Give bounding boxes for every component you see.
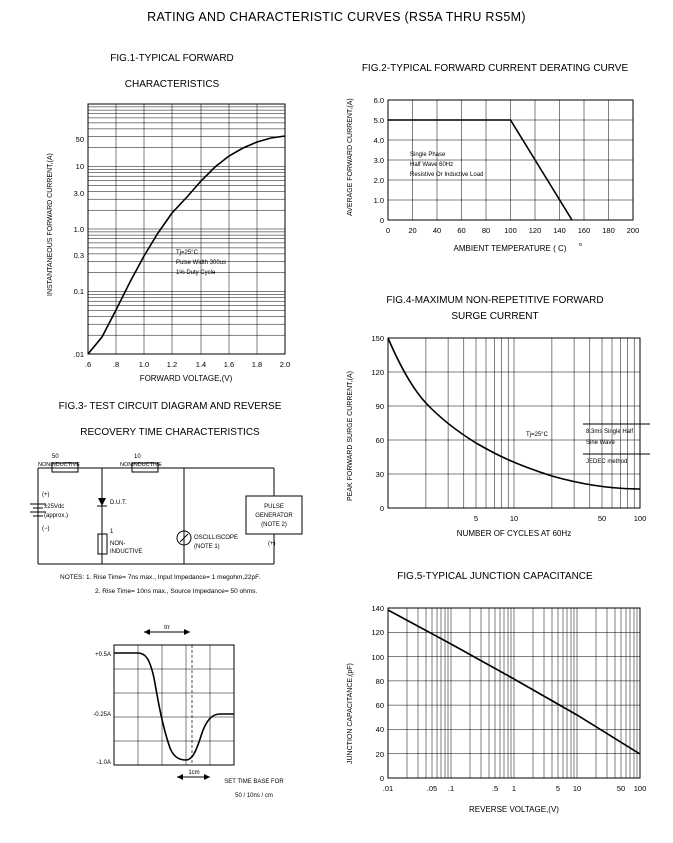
fig3-label-r10-sub: NONINDUCTIVE <box>120 462 162 468</box>
fig3-label-pulse-plus: (+) <box>268 541 276 547</box>
fig5-ylabel: JUNCTION CAPACITANCE,(pF) <box>347 663 354 764</box>
fig1-ylabel: INSTANTANEOUS FORWARD CURRENT,(A) <box>47 153 54 296</box>
fig1-xtick-6: 1.8 <box>251 360 263 369</box>
fig2-ytick-3: 3.0 <box>373 156 384 165</box>
fig3-label-scope1: OSCILLISCOPE <box>194 535 239 541</box>
fig2-xlabel: AMBIENT TEMPERATURE ( C) <box>453 244 567 253</box>
fig2-ytick-2: 2.0 <box>373 176 384 185</box>
fig4-ytick-90: 90 <box>375 402 384 411</box>
fig1-xtick-3: 1.2 <box>166 360 178 369</box>
fig3-label-supply1: (+) <box>42 492 50 498</box>
fig3-caption-line1: FIG.3- TEST CIRCUIT DIAGRAM AND REVERSE <box>58 401 282 412</box>
fig5-xtick-5: 5 <box>555 784 561 793</box>
fig2-xtick-9: 180 <box>602 226 615 235</box>
waveform-cm-label: 1cm <box>188 770 200 776</box>
fig1-xtick-4: 1.4 <box>195 360 207 369</box>
fig4-xtick-5: 5 <box>473 514 479 523</box>
fig2-ylabel: AVERAGE FORWARD CURRENT,(A) <box>347 98 354 216</box>
fig1-xtick-1: .8 <box>112 360 120 369</box>
fig2-xlabel-sup: o <box>579 242 583 248</box>
fig4-ytick-0: 0 <box>379 504 384 513</box>
fig4-note-1: 8.3ms Single Half <box>586 429 634 435</box>
fig5-xtick-3: .5 <box>491 784 499 793</box>
fig2-xtick-2: 40 <box>432 226 442 235</box>
fig3-label-r50: 50 <box>52 454 59 460</box>
fig3-label-r10: 10 <box>134 454 141 460</box>
fig3-waveform <box>84 620 324 805</box>
fig1-caption-line1: FIG.1-TYPICAL FORWARD <box>110 53 234 64</box>
fig4-xlabel: NUMBER OF CYCLES AT 60Hz <box>456 529 572 538</box>
fig1-note-2: 1% Duty Cycle <box>176 270 216 276</box>
fig3-label-r1-sub1: NON- <box>110 541 126 547</box>
fig3-label-supply2: ±25Vdc <box>44 504 65 510</box>
fig4-gridlines <box>388 338 640 508</box>
fig1-gridlines <box>88 104 285 354</box>
fig1-ytick-001: .01 <box>73 350 84 359</box>
fig2-curve <box>388 120 572 220</box>
fig2-xtick-8: 160 <box>577 226 591 235</box>
fig4-xtick-10: 10 <box>509 514 519 523</box>
fig5-ytick-0: 0 <box>379 774 384 783</box>
fig5-xtick-0: .01 <box>382 784 394 793</box>
fig5-caption-text: FIG.5-TYPICAL JUNCTION CAPACITANCE <box>397 571 593 582</box>
fig2-caption-text: FIG.2-TYPICAL FORWARD CURRENT DERATING CURVE <box>361 63 629 74</box>
fig4-ytick-30: 30 <box>375 470 384 479</box>
fig4-chart <box>330 326 660 541</box>
fig4-ytick-150: 150 <box>371 334 384 343</box>
fig1-xtick-5: 1.6 <box>223 360 235 369</box>
fig5-chart <box>330 596 660 831</box>
fig4-xtick-50: 50 <box>597 514 607 523</box>
fig4-note-3: JEDEC method <box>586 459 628 465</box>
fig5-ytick-20: 20 <box>375 750 384 759</box>
fig2-xtick-1: 20 <box>408 226 417 235</box>
fig5-xtick-2: .1 <box>447 784 455 793</box>
fig4-ylabel: PEAK FORWARD SURGE CURRENT,(A) <box>347 371 354 501</box>
fig3-note-1: 2. Rise Time= 10ns max., Source Impedance= 50 ohms. <box>95 588 258 595</box>
fig2-ytick-0: 0 <box>379 216 384 225</box>
fig1-caption <box>42 52 302 92</box>
fig2-chart <box>330 86 660 286</box>
fig4-caption-line1: FIG.4-MAXIMUM NON-REPETITIVE FORWARD <box>386 295 604 306</box>
waveform-base2: 50 / 10ns / cm <box>235 793 273 799</box>
fig5-xtick-1: .05 <box>426 784 438 793</box>
fig5-ytick-120: 120 <box>371 628 384 637</box>
fig1-ytick-03: 0.3 <box>73 251 84 260</box>
fig2-ytick-1: 1.0 <box>373 196 384 205</box>
fig1-xtick-0: .6 <box>84 360 92 369</box>
fig4-caption <box>340 294 650 324</box>
fig2-ytick-4: 4.0 <box>373 136 384 145</box>
fig1-xtick-2: 1.0 <box>138 360 150 369</box>
fig5-ytick-80: 80 <box>375 677 384 686</box>
fig5-xlabel: REVERSE VOLTAGE,(V) <box>469 805 559 814</box>
fig4-ytick-60: 60 <box>375 436 384 445</box>
fig1-note-1: Pulse Width 300us <box>176 260 227 266</box>
fig5-caption <box>340 570 650 584</box>
fig2-note-1: Half Wave 60Hz <box>410 162 454 168</box>
fig3-label-r1: 1 <box>110 529 114 535</box>
fig3-caption <box>20 400 320 440</box>
fig1-xlabel: FORWARD VOLTAGE,(V) <box>139 374 233 383</box>
fig4-note-2: Sine Wave <box>586 440 615 446</box>
fig1-ytick-50: 50 <box>75 135 84 144</box>
fig2-xtick-0: 0 <box>385 226 391 235</box>
fig1-caption-line2: CHARACTERISTICS <box>124 79 220 90</box>
fig3-note-0: NOTES: 1. Rise Time= 7ns max., Input Impedance= 1 megohm,22pF. <box>60 574 261 581</box>
fig1-chart <box>40 96 320 396</box>
waveform-ytick-mid: -0.25A <box>93 712 111 718</box>
fig3-label-supply4: (−) <box>42 526 50 532</box>
page-title: RATING AND CHARACTERISTIC CURVES (RS5A THRU RS5M) <box>147 10 526 24</box>
fig1-ytick-01: 0.1 <box>73 287 84 296</box>
fig2-xtick-5: 100 <box>504 226 517 235</box>
fig2-xtick-6: 120 <box>528 226 542 235</box>
fig5-xtick-8: 100 <box>633 784 647 793</box>
fig1-curve <box>88 136 285 354</box>
fig3-label-r50-sub: NONINDUCTIVE <box>38 462 80 468</box>
fig3-label-scope2: (NOTE 1) <box>194 544 220 550</box>
fig3-label-supply3: (approx.) <box>44 513 69 519</box>
fig1-note-0: Tj=25°C <box>176 250 198 256</box>
fig4-xtick-100: 100 <box>633 514 647 523</box>
fig3-label-pulse2: GENERATOR <box>255 513 293 519</box>
fig2-caption <box>330 62 660 76</box>
waveform-base1: SET TIME BASE FOR <box>224 779 284 785</box>
fig4-ytick-120: 120 <box>371 368 384 377</box>
fig2-ytick-6: 6.0 <box>373 96 384 105</box>
waveform-ytick-min: -1.0A <box>96 760 111 766</box>
fig2-xtick-3: 60 <box>457 226 466 235</box>
fig4-caption-line2: SURGE CURRENT <box>451 311 539 322</box>
fig2-xtick-7: 140 <box>553 226 566 235</box>
fig1-xtick-7: 2.0 <box>279 360 291 369</box>
fig1-ytick-10: 10 <box>75 162 84 171</box>
fig5-ytick-140: 140 <box>371 604 384 613</box>
fig3-label-pulse3: (NOTE 2) <box>261 522 287 528</box>
fig5-xtick-6: 10 <box>572 784 582 793</box>
fig2-gridlines <box>388 100 633 220</box>
fig1-ytick-1: 1.0 <box>73 225 84 234</box>
waveform-gridlines <box>114 645 234 765</box>
fig5-ytick-100: 100 <box>371 653 384 662</box>
fig5-xtick-4: 1 <box>511 784 517 793</box>
fig4-note-0: Tj=25°C <box>526 432 548 438</box>
waveform-trr-label: trr <box>164 625 170 631</box>
fig2-note-2: Resistive Or Inductive Load <box>410 172 484 178</box>
fig1-ytick-3: 3.0 <box>73 189 84 198</box>
fig5-ytick-60: 60 <box>375 701 384 710</box>
fig3-caption-line2: RECOVERY TIME CHARACTERISTICS <box>80 427 260 438</box>
fig2-note-0: Single Phase <box>410 152 446 158</box>
fig3-label-pulse1: PULSE <box>264 504 284 510</box>
fig3-label-dut: D.U.T. <box>110 500 127 506</box>
fig5-gridlines <box>388 608 640 778</box>
fig3-label-r1-sub2: INDUCTIVE <box>110 549 143 555</box>
fig2-ytick-5: 5.0 <box>373 116 384 125</box>
fig5-ytick-40: 40 <box>375 725 384 734</box>
fig5-xtick-7: 50 <box>616 784 626 793</box>
fig2-xtick-10: 200 <box>626 226 640 235</box>
waveform-ytick-plus: +0.5A <box>95 652 111 658</box>
fig2-xtick-4: 80 <box>481 226 491 235</box>
